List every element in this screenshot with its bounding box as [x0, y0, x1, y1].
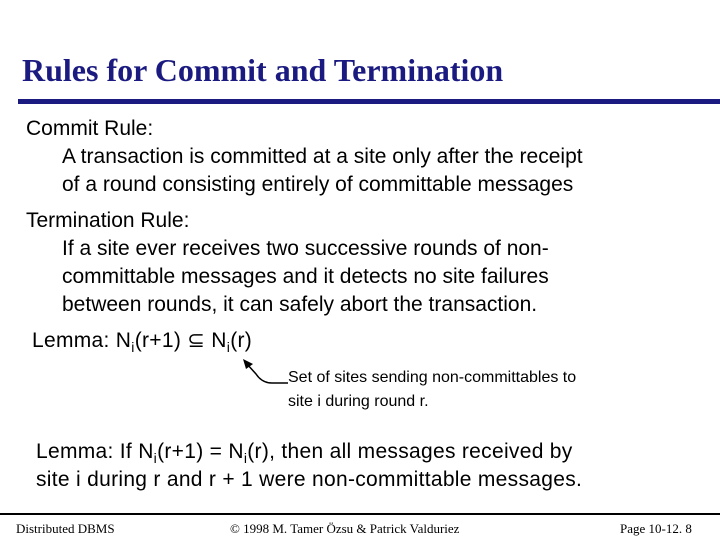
- annotation-line-1: Set of sites sending non-committables to: [288, 369, 577, 386]
- lemma-subset: Lemma: $N_i(r+1)$ ⊆ $N_i(r)$: [32, 329, 253, 355]
- termination-rule-line-2: committable messages and it detects no site failures: [62, 265, 549, 288]
- commit-rule-label: Commit Rule: [26, 117, 148, 140]
- annotation-line-2: site i during round r.: [288, 393, 429, 410]
- footer-divider: [0, 513, 720, 515]
- termination-rule-label: Termination Rule: [26, 209, 184, 232]
- lemma-label: Lemma: [32, 329, 104, 352]
- footer-page-number: Page 10-12. 8: [620, 521, 692, 536]
- commit-rule-colon: :: [147, 117, 154, 140]
- lemma-equality-line-1: Lemma: If $N_i(r+1) = N_i(r)$, then all messages received by: [36, 440, 573, 466]
- commit-rule-line-1: A transaction is committed at a site only after the receipt: [62, 145, 583, 168]
- termination-rule-line-1: If a site ever receives two successive rounds of non-: [62, 237, 549, 260]
- subset-symbol: ⊆: [187, 329, 206, 352]
- slide-title: Rules for Commit and Termination: [22, 52, 504, 88]
- lemma-equality-line-2: site i during r and r + 1 were non-committable messages.: [36, 468, 583, 491]
- annotation-note: [288, 366, 576, 414]
- footer-copyright: © 1998 M. Tamer Özsu & Patrick Valduriez: [230, 521, 460, 536]
- termination-rule-line-3: between rounds, it can safely abort the transaction.: [62, 293, 538, 316]
- commit-rule-line-2: of a round consisting entirely of committable messages: [62, 173, 574, 196]
- termination-rule-colon: :: [183, 209, 190, 232]
- footer-left: Distributed DBMS: [16, 521, 115, 536]
